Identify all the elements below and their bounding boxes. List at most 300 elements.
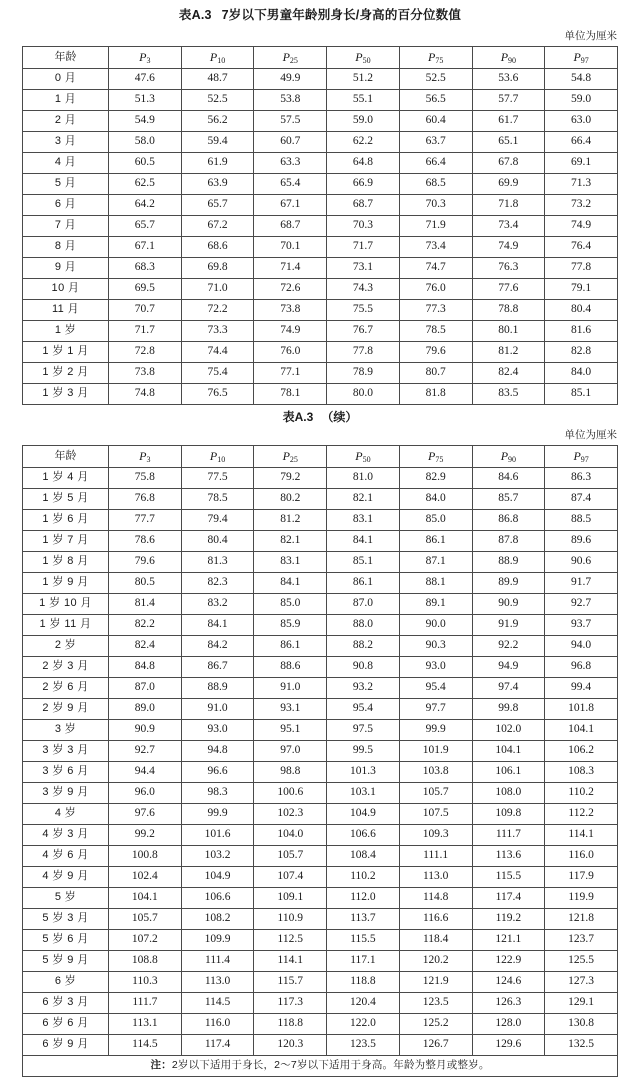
cell-p90: 53.6 — [472, 68, 545, 89]
column-header-p50 — [327, 445, 400, 467]
cell-p90: 65.1 — [472, 131, 545, 152]
cell-p10: 82.3 — [181, 572, 254, 593]
cell-p90: 86.8 — [472, 509, 545, 530]
cell-p75: 79.6 — [399, 341, 472, 362]
cell-p10: 56.2 — [181, 110, 254, 131]
cell-p50: 106.6 — [327, 824, 400, 845]
cell-age: 6 岁 6 月 — [23, 1013, 109, 1034]
table-row — [23, 824, 618, 845]
table-row — [23, 761, 618, 782]
cell-p97: 92.7 — [545, 593, 618, 614]
cell-p25: 79.2 — [254, 467, 327, 488]
cell-p3: 96.0 — [109, 782, 182, 803]
cell-p75: 76.0 — [399, 278, 472, 299]
table-row — [23, 488, 618, 509]
column-header-p97 — [545, 445, 618, 467]
cell-p3: 107.2 — [109, 929, 182, 950]
cell-p75: 97.7 — [399, 698, 472, 719]
cell-age: 3 岁 6 月 — [23, 761, 109, 782]
percentile-subscript: 90 — [508, 55, 517, 65]
note-row — [23, 1055, 618, 1076]
percentile-symbol: $P_{10}$ — [209, 49, 226, 65]
table-row — [23, 89, 618, 110]
cell-p97: 125.5 — [545, 950, 618, 971]
cell-p25: 70.1 — [254, 236, 327, 257]
cell-p10: 65.7 — [181, 194, 254, 215]
cell-p75: 116.6 — [399, 908, 472, 929]
cell-p97: 104.1 — [545, 719, 618, 740]
table-row — [23, 194, 618, 215]
cell-p90: 113.6 — [472, 845, 545, 866]
cell-p10: 111.4 — [181, 950, 254, 971]
cell-p97: 127.3 — [545, 971, 618, 992]
cell-p90: 89.9 — [472, 572, 545, 593]
table-row — [23, 467, 618, 488]
cell-p75: 118.4 — [399, 929, 472, 950]
cell-p3: 99.2 — [109, 824, 182, 845]
cell-p25: 102.3 — [254, 803, 327, 824]
cell-p3: 104.1 — [109, 887, 182, 908]
cell-p90: 94.9 — [472, 656, 545, 677]
cell-p3: 70.7 — [109, 299, 182, 320]
cell-p25: 115.7 — [254, 971, 327, 992]
cell-p3: 77.7 — [109, 509, 182, 530]
cell-p10: 117.4 — [181, 1034, 254, 1055]
cell-p50: 118.8 — [327, 971, 400, 992]
cell-p75: 81.8 — [399, 383, 472, 404]
percentile-subscript: 50 — [362, 55, 371, 65]
cell-p90: 108.0 — [472, 782, 545, 803]
table-row — [23, 131, 618, 152]
cell-p25: 83.1 — [254, 551, 327, 572]
cell-p75: 99.9 — [399, 719, 472, 740]
cell-p50: 99.5 — [327, 740, 400, 761]
cell-p10: 76.5 — [181, 383, 254, 404]
cell-p90: 129.6 — [472, 1034, 545, 1055]
cell-p25: 82.1 — [254, 530, 327, 551]
cell-p97: 79.1 — [545, 278, 618, 299]
cell-p75: 90.0 — [399, 614, 472, 635]
cell-p50: 81.0 — [327, 467, 400, 488]
continued-title — [22, 405, 618, 429]
cell-p25: 118.8 — [254, 1013, 327, 1034]
cell-p75: 93.0 — [399, 656, 472, 677]
cell-p3: 64.2 — [109, 194, 182, 215]
cell-p10: 74.4 — [181, 341, 254, 362]
cell-p97: 69.1 — [545, 152, 618, 173]
cell-p75: 77.3 — [399, 299, 472, 320]
cell-p25: 114.1 — [254, 950, 327, 971]
cell-p97: 63.0 — [545, 110, 618, 131]
cell-p25: 86.1 — [254, 635, 327, 656]
cell-p75: 56.5 — [399, 89, 472, 110]
cell-p3: 62.5 — [109, 173, 182, 194]
cell-p75: 84.0 — [399, 488, 472, 509]
cell-p3: 80.5 — [109, 572, 182, 593]
cell-p50: 78.9 — [327, 362, 400, 383]
column-header-p90 — [472, 445, 545, 467]
cell-age: 1 岁 3 月 — [23, 383, 109, 404]
cell-p10: 84.1 — [181, 614, 254, 635]
percentile-symbol: $P_{97}$ — [573, 49, 589, 65]
cell-p10: 63.9 — [181, 173, 254, 194]
cell-age: 4 岁 6 月 — [23, 845, 109, 866]
cell-p50: 86.1 — [327, 572, 400, 593]
cell-p75: 120.2 — [399, 950, 472, 971]
cell-p25: 91.0 — [254, 677, 327, 698]
percentile-subscript: 75 — [435, 454, 444, 464]
cell-age: 2 岁 6 月 — [23, 677, 109, 698]
cell-p10: 67.2 — [181, 215, 254, 236]
cell-p25: 110.9 — [254, 908, 327, 929]
table-row — [23, 530, 618, 551]
percentile-symbol: $P_3$ — [139, 448, 151, 464]
percentile-symbol: $P_{90}$ — [500, 448, 517, 464]
cell-p97: 101.8 — [545, 698, 618, 719]
cell-p50: 62.2 — [327, 131, 400, 152]
table-row — [23, 698, 618, 719]
cell-p3: 97.6 — [109, 803, 182, 824]
cell-p50: 84.1 — [327, 530, 400, 551]
cell-p90: 124.6 — [472, 971, 545, 992]
column-header-p97 — [545, 46, 618, 68]
cell-p10: 77.5 — [181, 467, 254, 488]
cell-p90: 111.7 — [472, 824, 545, 845]
cell-p3: 113.1 — [109, 1013, 182, 1034]
cell-p3: 90.9 — [109, 719, 182, 740]
cell-p3: 110.3 — [109, 971, 182, 992]
percentile-table-part1 — [22, 46, 618, 405]
cell-p50: 104.9 — [327, 803, 400, 824]
cell-p25: 53.8 — [254, 89, 327, 110]
cell-p50: 59.0 — [327, 110, 400, 131]
table-row — [23, 740, 618, 761]
cell-p10: 94.8 — [181, 740, 254, 761]
cell-age: 3 岁 3 月 — [23, 740, 109, 761]
cell-p3: 47.6 — [109, 68, 182, 89]
cell-p97: 80.4 — [545, 299, 618, 320]
cell-p97: 84.0 — [545, 362, 618, 383]
cell-p75: 86.1 — [399, 530, 472, 551]
cell-p90: 82.4 — [472, 362, 545, 383]
cell-age: 4 岁 9 月 — [23, 866, 109, 887]
table-row — [23, 551, 618, 572]
percentile-subscript: 25 — [289, 454, 298, 464]
table-row — [23, 614, 618, 635]
cell-p97: 74.9 — [545, 215, 618, 236]
cell-p97: 82.8 — [545, 341, 618, 362]
cell-age: 5 月 — [23, 173, 109, 194]
cell-p50: 117.1 — [327, 950, 400, 971]
percentile-subscript: 10 — [217, 55, 226, 65]
cell-p90: 106.1 — [472, 761, 545, 782]
column-header-p75 — [399, 46, 472, 68]
cell-p50: 75.5 — [327, 299, 400, 320]
percentile-symbol: $P_{10}$ — [209, 448, 226, 464]
column-header-p3 — [109, 46, 182, 68]
note-prefix: 注： — [150, 1059, 172, 1072]
column-header-p25 — [254, 445, 327, 467]
cell-p10: 99.9 — [181, 803, 254, 824]
percentile-subscript: 50 — [362, 454, 371, 464]
table-row — [23, 509, 618, 530]
cell-age: 3 月 — [23, 131, 109, 152]
cell-p10: 93.0 — [181, 719, 254, 740]
cell-p50: 80.0 — [327, 383, 400, 404]
cell-p50: 113.7 — [327, 908, 400, 929]
cell-p75: 74.7 — [399, 257, 472, 278]
cell-p10: 116.0 — [181, 1013, 254, 1034]
cell-p25: 74.9 — [254, 320, 327, 341]
cell-p97: 86.3 — [545, 467, 618, 488]
cell-p3: 67.1 — [109, 236, 182, 257]
table-header-row — [23, 445, 618, 467]
cell-p75: 113.0 — [399, 866, 472, 887]
cell-p3: 82.4 — [109, 635, 182, 656]
cell-p50: 122.0 — [327, 1013, 400, 1034]
table-row — [23, 929, 618, 950]
table-row — [23, 362, 618, 383]
column-header-p75 — [399, 445, 472, 467]
table-row — [23, 215, 618, 236]
cell-p50: 51.2 — [327, 68, 400, 89]
column-header-p90 — [472, 46, 545, 68]
cell-p3: 76.8 — [109, 488, 182, 509]
cell-p25: 76.0 — [254, 341, 327, 362]
cell-p25: 78.1 — [254, 383, 327, 404]
cell-age: 1 岁 9 月 — [23, 572, 109, 593]
cell-p25: 68.7 — [254, 215, 327, 236]
cell-p25: 84.1 — [254, 572, 327, 593]
cell-p10: 75.4 — [181, 362, 254, 383]
cell-p50: 93.2 — [327, 677, 400, 698]
cell-p3: 71.7 — [109, 320, 182, 341]
cell-age: 5 岁 — [23, 887, 109, 908]
cell-age: 1 岁 10 月 — [23, 593, 109, 614]
cell-age: 2 岁 9 月 — [23, 698, 109, 719]
cell-p3: 89.0 — [109, 698, 182, 719]
cell-p3: 75.8 — [109, 467, 182, 488]
cell-p97: 66.4 — [545, 131, 618, 152]
cell-p50: 95.4 — [327, 698, 400, 719]
percentile-symbol: $P_{97}$ — [573, 448, 589, 464]
cell-p3: 105.7 — [109, 908, 182, 929]
cell-p3: 58.0 — [109, 131, 182, 152]
cell-p90: 73.4 — [472, 215, 545, 236]
cell-p50: 85.1 — [327, 551, 400, 572]
cell-p97: 93.7 — [545, 614, 618, 635]
table-row — [23, 992, 618, 1013]
table-row — [23, 1034, 618, 1055]
cell-p50: 123.5 — [327, 1034, 400, 1055]
cell-p97: 87.4 — [545, 488, 618, 509]
percentile-symbol: $P_{25}$ — [282, 448, 298, 464]
cell-p3: 82.2 — [109, 614, 182, 635]
percentile-subscript: 90 — [508, 454, 517, 464]
cell-p10: 61.9 — [181, 152, 254, 173]
table-row — [23, 803, 618, 824]
cell-p10: 71.0 — [181, 278, 254, 299]
cell-p50: 66.9 — [327, 173, 400, 194]
cell-p97: 71.3 — [545, 173, 618, 194]
percentile-table-part2 — [22, 445, 618, 1077]
cell-age: 5 岁 6 月 — [23, 929, 109, 950]
cell-p10: 113.0 — [181, 971, 254, 992]
cell-p90: 128.0 — [472, 1013, 545, 1034]
cell-age: 1 月 — [23, 89, 109, 110]
cell-p75: 89.1 — [399, 593, 472, 614]
cell-p97: 123.7 — [545, 929, 618, 950]
cell-p25: 71.4 — [254, 257, 327, 278]
cell-age: 3 岁 9 月 — [23, 782, 109, 803]
cell-p97: 88.5 — [545, 509, 618, 530]
cell-p25: 72.6 — [254, 278, 327, 299]
cell-p75: 71.9 — [399, 215, 472, 236]
table-row — [23, 152, 618, 173]
cell-p97: 81.6 — [545, 320, 618, 341]
percentile-subscript: 75 — [435, 55, 444, 65]
cell-age: 6 岁 9 月 — [23, 1034, 109, 1055]
cell-age: 4 岁 — [23, 803, 109, 824]
cell-p75: 125.2 — [399, 1013, 472, 1034]
cell-p3: 73.8 — [109, 362, 182, 383]
cell-p90: 126.3 — [472, 992, 545, 1013]
continued-table-number: 表A.3 — [282, 409, 314, 424]
cell-age: 1 岁 2 月 — [23, 362, 109, 383]
cell-p50: 112.0 — [327, 887, 400, 908]
cell-p3: 72.8 — [109, 341, 182, 362]
cell-age: 9 月 — [23, 257, 109, 278]
percentile-symbol: $P_{75}$ — [427, 49, 444, 65]
cell-p97: 89.6 — [545, 530, 618, 551]
column-header-age: 年龄 — [23, 46, 109, 68]
column-header-p25 — [254, 46, 327, 68]
cell-age: 6 月 — [23, 194, 109, 215]
cell-p25: 77.1 — [254, 362, 327, 383]
cell-p3: 84.8 — [109, 656, 182, 677]
cell-p25: 107.4 — [254, 866, 327, 887]
cell-p90: 90.9 — [472, 593, 545, 614]
cell-p97: 106.2 — [545, 740, 618, 761]
table-row — [23, 866, 618, 887]
cell-age: 8 月 — [23, 236, 109, 257]
table-note — [23, 1055, 618, 1076]
cell-p90: 109.8 — [472, 803, 545, 824]
cell-p75: 66.4 — [399, 152, 472, 173]
table-row — [23, 656, 618, 677]
cell-p97: 121.8 — [545, 908, 618, 929]
table-row — [23, 887, 618, 908]
cell-age: 3 岁 — [23, 719, 109, 740]
cell-p10: 69.8 — [181, 257, 254, 278]
percentile-symbol: $P_{75}$ — [427, 448, 444, 464]
cell-age: 6 岁 — [23, 971, 109, 992]
table-row — [23, 635, 618, 656]
cell-p10: 103.2 — [181, 845, 254, 866]
note-text: 2岁以下适用于身长，2～7岁以下适用于身高。年龄为整月或整岁。 — [171, 1059, 490, 1072]
cell-p97: 108.3 — [545, 761, 618, 782]
column-header-p10 — [181, 445, 254, 467]
cell-p97: 116.0 — [545, 845, 618, 866]
cell-age: 5 岁 9 月 — [23, 950, 109, 971]
cell-p75: 73.4 — [399, 236, 472, 257]
cell-p90: 81.2 — [472, 341, 545, 362]
cell-p90: 77.6 — [472, 278, 545, 299]
table-body-part2 — [23, 467, 618, 1055]
cell-p3: 65.7 — [109, 215, 182, 236]
cell-p25: 67.1 — [254, 194, 327, 215]
cell-p25: 85.9 — [254, 614, 327, 635]
cell-age: 1 岁 11 月 — [23, 614, 109, 635]
cell-p25: 95.1 — [254, 719, 327, 740]
cell-p50: 82.1 — [327, 488, 400, 509]
cell-p50: 108.4 — [327, 845, 400, 866]
cell-p3: 60.5 — [109, 152, 182, 173]
cell-p10: 73.3 — [181, 320, 254, 341]
cell-p3: 74.8 — [109, 383, 182, 404]
cell-p3: 79.6 — [109, 551, 182, 572]
cell-p50: 76.7 — [327, 320, 400, 341]
cell-p75: 126.7 — [399, 1034, 472, 1055]
table-row — [23, 1013, 618, 1034]
percentile-subscript: 3 — [146, 55, 151, 65]
cell-p50: 110.2 — [327, 866, 400, 887]
cell-p90: 76.3 — [472, 257, 545, 278]
cell-p75: 60.4 — [399, 110, 472, 131]
cell-p25: 100.6 — [254, 782, 327, 803]
cell-p75: 85.0 — [399, 509, 472, 530]
cell-p97: 99.4 — [545, 677, 618, 698]
cell-p97: 77.8 — [545, 257, 618, 278]
cell-p75: 88.1 — [399, 572, 472, 593]
table-row — [23, 950, 618, 971]
cell-p3: 81.4 — [109, 593, 182, 614]
cell-p50: 90.8 — [327, 656, 400, 677]
cell-p97: 73.2 — [545, 194, 618, 215]
cell-p10: 114.5 — [181, 992, 254, 1013]
cell-p3: 51.3 — [109, 89, 182, 110]
cell-p3: 92.7 — [109, 740, 182, 761]
cell-p90: 85.7 — [472, 488, 545, 509]
cell-p75: 52.5 — [399, 68, 472, 89]
table-header-row — [23, 46, 618, 68]
cell-p75: 107.5 — [399, 803, 472, 824]
cell-p10: 106.6 — [181, 887, 254, 908]
cell-p90: 104.1 — [472, 740, 545, 761]
cell-p50: 55.1 — [327, 89, 400, 110]
cell-p3: 54.9 — [109, 110, 182, 131]
cell-p10: 101.6 — [181, 824, 254, 845]
cell-p97: 94.0 — [545, 635, 618, 656]
cell-p97: 54.8 — [545, 68, 618, 89]
cell-age: 10 月 — [23, 278, 109, 299]
cell-age: 5 岁 3 月 — [23, 908, 109, 929]
cell-p75: 109.3 — [399, 824, 472, 845]
table-row — [23, 341, 618, 362]
cell-p25: 85.0 — [254, 593, 327, 614]
cell-p25: 73.8 — [254, 299, 327, 320]
cell-p97: 96.8 — [545, 656, 618, 677]
cell-p90: 84.6 — [472, 467, 545, 488]
cell-age: 4 岁 3 月 — [23, 824, 109, 845]
table-row — [23, 383, 618, 404]
cell-p90: 119.2 — [472, 908, 545, 929]
column-header-p10 — [181, 46, 254, 68]
cell-p97: 85.1 — [545, 383, 618, 404]
cell-p3: 102.4 — [109, 866, 182, 887]
cell-p25: 57.5 — [254, 110, 327, 131]
cell-p25: 104.0 — [254, 824, 327, 845]
